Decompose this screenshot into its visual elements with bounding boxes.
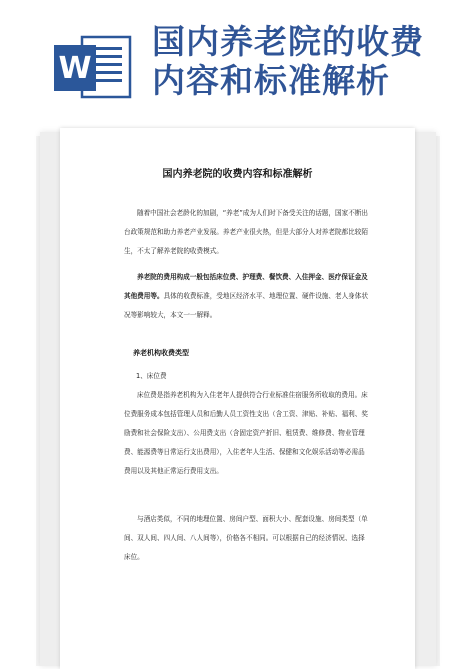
banner-title-line2: 内容和标准解析 (152, 61, 390, 100)
banner-title-line1: 国内养老院的收费 (152, 22, 424, 61)
paragraph-hotel-comparison: 与酒店类似，不同的地理位置、房间户型、面积大小、配套设施、房间类型（单间、双人间、四人间、八人间等），价格各不相同。可以根据自己的经济情况、选择床位。 (124, 515, 368, 561)
banner (0, 0, 474, 128)
paragraph-bed-fee: 床位费是指养老机构为入住老年人提供符合行业标准住宿服务所收取的费用。床位费服务成本包括管理人员和后勤人员工资性支出（含工资、津贴、补贴、福利、奖励费和社会保险支出）、公用费支出（含固定资产折旧、租赁费、维修费、物业管理费、能源费等日常运行支出费用），入住老年人生活、保健和文化娱乐活动等必需品费用以及其他正常运行费用支出。 (124, 391, 368, 475)
banner-title (152, 22, 462, 100)
paragraph-intro: 随着中国社会老龄化的加剧，“养老”成为人们时下备受关注的话题，国家不断出台政策规范和助力养老产业发展。养老产业很火热，但是大部分人对养老院都比较陌生，不太了解养老院的收费模式。 (124, 209, 369, 255)
fee-composition-rest: 具体的收费标准，受地区经济水平、地理位置、硬件设施、老人身体状况等影响较大，本文一一解释。 (124, 292, 368, 319)
document-title: 国内养老院的收费内容和标准解析 (162, 169, 313, 180)
subheading-bed-fee: 1、床位费 (136, 372, 167, 380)
fee-composition-bold: 养老院的费用构成一般包括床位费、护理费、餐饮费、入住押金、医疗保证金及其他费用等。 (124, 273, 368, 300)
word-document-icon (52, 33, 134, 101)
section-heading-fee-types: 养老机构收费类型 (133, 349, 189, 357)
document-page (60, 128, 415, 669)
paragraph-fee-composition (124, 268, 369, 325)
word-logo-letter: W (58, 51, 92, 86)
